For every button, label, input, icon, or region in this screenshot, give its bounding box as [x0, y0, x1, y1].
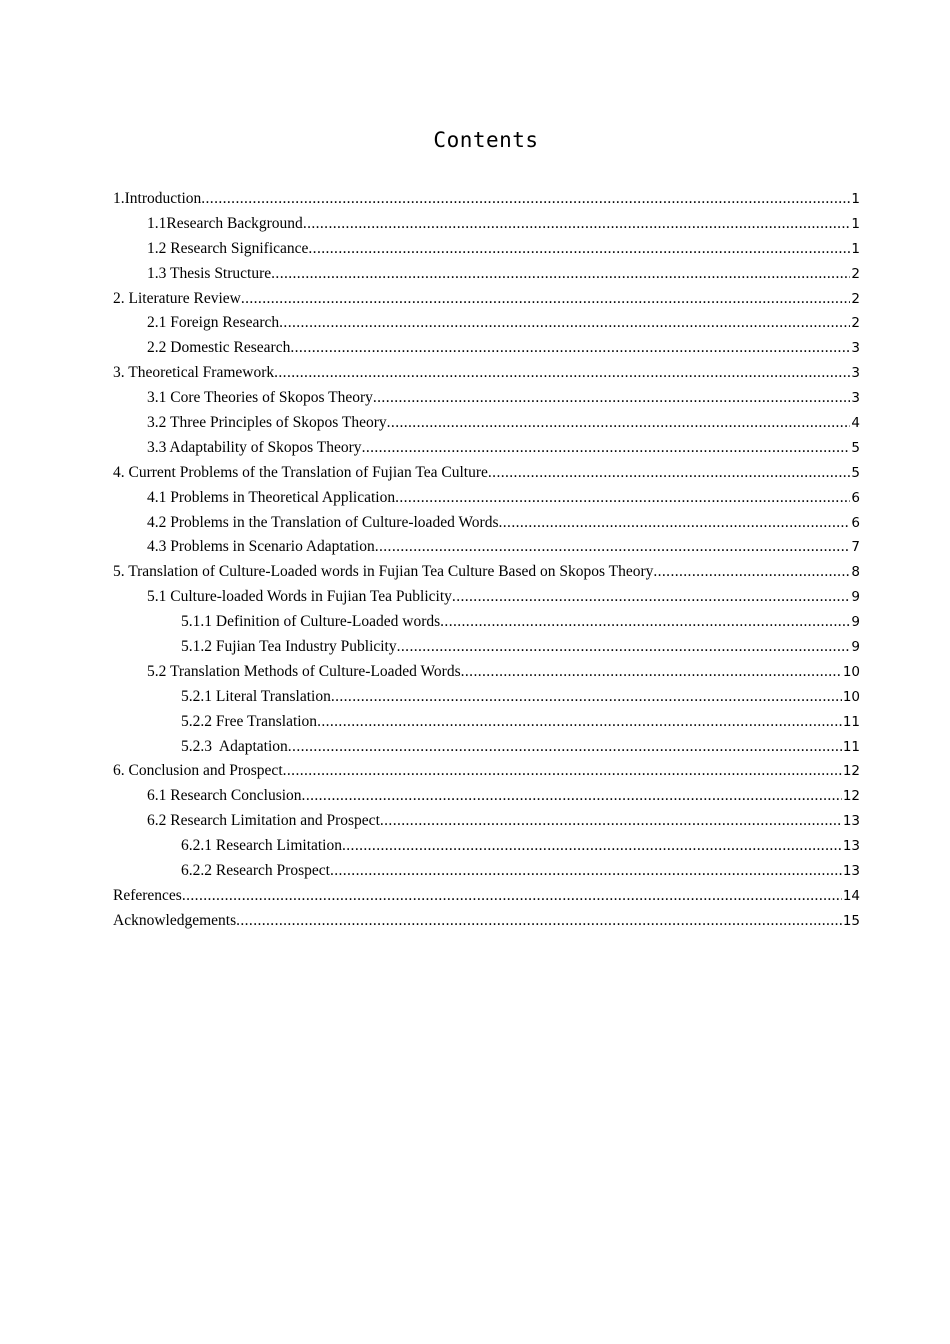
toc-entry-title: 5.1.2 Fujian Tea Industry Publicity [181, 638, 397, 656]
toc-entry[interactable] [113, 215, 860, 240]
toc-entry-page-number: 1 [851, 240, 860, 257]
dot-leader [397, 638, 851, 656]
toc-entry-page-number: 10 [842, 663, 860, 680]
toc-entry-title: 3.2 Three Principles of Skopos Theory [147, 414, 387, 432]
toc-entry-page-number: 1 [851, 191, 860, 207]
toc-entry[interactable] [113, 389, 860, 414]
toc-entry-title: 1.1Research Background [147, 214, 303, 232]
toc-entry-page-number: 9 [851, 589, 860, 606]
toc-entry[interactable] [113, 240, 860, 265]
toc-entry[interactable] [113, 364, 860, 389]
toc-entry-title: 4.1 Problems in Theoretical Application [147, 488, 396, 506]
toc-entry[interactable] [113, 265, 860, 290]
toc-entry[interactable] [113, 663, 860, 688]
dot-leader [288, 738, 842, 756]
dot-leader [373, 389, 851, 407]
toc-entry-page-number: 6 [851, 489, 860, 506]
toc-entry[interactable] [113, 713, 860, 738]
toc-entry-title: 6.2 Research Limitation and Prospect [147, 812, 380, 830]
toc-entry-page-number: 7 [851, 539, 860, 556]
dot-leader [380, 812, 842, 830]
toc-entry-title: 5. Translation of Culture-Loaded words in Fujian Tea Culture Based on Skopos Theory [113, 563, 654, 581]
dot-leader [375, 538, 851, 556]
toc-entry-page-number: 8 [851, 564, 860, 581]
dot-leader [452, 588, 850, 606]
toc-entry-page-number: 6 [851, 514, 860, 531]
dot-leader [236, 912, 842, 930]
toc-entry-page-number: 2 [851, 315, 860, 332]
dot-leader [274, 364, 850, 382]
dot-leader [653, 563, 850, 581]
toc-entry-page-number: 12 [842, 763, 860, 780]
toc-entry-title: 3.1 Core Theories of Skopos Theory [147, 389, 373, 407]
toc-entry-page-number: 3 [851, 390, 860, 407]
toc-entry-title: 5.1.1 Definition of Culture-Loaded words [181, 613, 441, 631]
toc-entry[interactable] [113, 688, 860, 713]
toc-entry-page-number: 3 [851, 365, 860, 382]
toc-entry-page-number: 13 [842, 838, 860, 855]
toc-entry[interactable] [113, 787, 860, 812]
toc-entry-title: 4.2 Problems in the Translation of Culture-loaded Words [147, 513, 499, 531]
dot-leader [290, 339, 850, 357]
page-title: Contents [433, 128, 539, 152]
toc-entry-title: 6.2.1 Research Limitation [181, 837, 342, 855]
toc-entry-title: 3. Theoretical Framework [113, 364, 275, 382]
toc-entry-title: Acknowledgements [113, 911, 237, 929]
toc-entry-title: References [113, 886, 182, 904]
toc-entry-title: 6. Conclusion and Prospect [113, 762, 283, 780]
toc-entry-page-number: 9 [851, 639, 860, 656]
toc-entry[interactable] [113, 414, 860, 439]
toc-entry[interactable] [113, 588, 860, 613]
dot-leader [279, 314, 850, 332]
toc-entry[interactable] [113, 738, 860, 763]
toc-entry-title: 5.2.3 Adaptation [181, 737, 288, 755]
toc-entry[interactable] [113, 638, 860, 663]
toc-entry-title: 2.2 Domestic Research [147, 339, 291, 357]
toc-entry-title: 5.2.2 Free Translation [181, 712, 318, 730]
toc-entry-title: 3.3 Adaptability of Skopos Theory [147, 438, 362, 456]
toc-entry[interactable] [113, 862, 860, 887]
toc-entry-page-number: 5 [851, 439, 860, 456]
toc-entry-page-number: 2 [851, 265, 860, 282]
dot-leader [182, 887, 842, 905]
toc-entry[interactable] [113, 190, 860, 215]
dot-leader [362, 439, 851, 457]
toc-entry[interactable] [113, 314, 860, 339]
toc-entry-page-number: 9 [851, 614, 860, 631]
toc-entry-page-number: 13 [842, 813, 860, 830]
toc-entry[interactable] [113, 464, 860, 489]
toc-entry-page-number: 11 [842, 713, 860, 730]
toc-entry-page-number: 11 [842, 738, 860, 755]
dot-leader [395, 489, 850, 507]
toc-entry-page-number: 1 [851, 215, 860, 232]
dot-leader [283, 762, 842, 780]
toc-entry-title: 5.1 Culture-loaded Words in Fujian Tea Publicity [147, 588, 452, 606]
toc-entry[interactable] [113, 912, 860, 937]
toc-entry-title: 5.2.1 Literal Translation [181, 687, 331, 705]
toc-entry-page-number: 4 [851, 415, 860, 432]
toc-entry[interactable] [113, 563, 860, 588]
dot-leader [461, 663, 842, 681]
toc-entry[interactable] [113, 339, 860, 364]
dot-leader [488, 464, 851, 482]
toc-entry[interactable] [113, 837, 860, 862]
dot-leader [499, 514, 851, 532]
toc-entry[interactable] [113, 613, 860, 638]
toc-entry[interactable] [113, 514, 860, 539]
toc-entry-page-number: 12 [842, 788, 860, 805]
toc-entry-page-number: 13 [842, 863, 860, 880]
toc-entry[interactable] [113, 812, 860, 837]
toc-entry-page-number: 2 [851, 290, 860, 307]
toc-entry-page-number: 10 [842, 688, 860, 705]
toc-entry-title: 1.Introduction [113, 190, 202, 207]
toc-entry-page-number: 3 [851, 340, 860, 357]
toc-entry[interactable] [113, 290, 860, 315]
dot-leader [201, 190, 850, 208]
dot-leader [241, 290, 851, 308]
toc-entry-page-number: 5 [851, 464, 860, 481]
toc-entry[interactable] [113, 489, 860, 514]
toc-entry[interactable] [113, 887, 860, 912]
dot-leader [330, 862, 842, 880]
dot-leader [342, 837, 842, 855]
table-of-contents [113, 190, 860, 937]
toc-entry-title: 6.2.2 Research Prospect [181, 862, 330, 880]
toc-entry-title: 1.2 Research Significance [147, 239, 309, 257]
dot-leader [331, 688, 842, 706]
toc-entry-title: 4. Current Problems of the Translation of Fujian Tea Culture [113, 463, 488, 481]
toc-entry-title: 2. Literature Review [113, 289, 241, 307]
toc-entry-page-number: 15 [842, 912, 860, 929]
toc-entry-title: 2.1 Foreign Research [147, 314, 280, 332]
dot-leader [317, 713, 842, 731]
dot-leader [308, 240, 850, 258]
dot-leader [271, 265, 850, 283]
dot-leader [387, 414, 851, 432]
toc-entry[interactable] [113, 439, 860, 464]
dot-leader [302, 787, 842, 805]
toc-entry-title: 6.1 Research Conclusion [147, 787, 302, 805]
toc-entry-title: 4.3 Problems in Scenario Adaptation [147, 538, 375, 556]
dot-leader [440, 613, 850, 631]
toc-entry[interactable] [113, 762, 860, 787]
toc-entry-title: 1.3 Thesis Structure [147, 264, 272, 282]
toc-entry-title: 5.2 Translation Methods of Culture-Loaded Words [147, 662, 461, 680]
toc-entry[interactable] [113, 538, 860, 563]
toc-entry-page-number: 14 [842, 887, 860, 904]
dot-leader [303, 215, 851, 233]
